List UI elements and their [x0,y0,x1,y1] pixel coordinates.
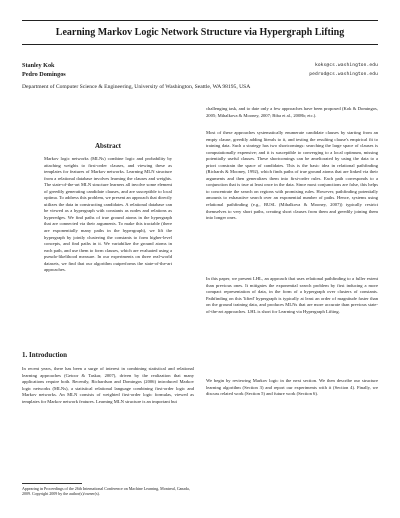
paper-title: Learning Markov Logic Network Structure via Hypergraph Lifting [55,27,345,38]
author-name: Stanley Kok [22,62,55,69]
right-paragraph-4: We begin by reviewing Markov logic in the next section. We then describe our structure learning algorithm (Section 3) and report our experiments with it (Section 4). Finally, we discuss related work (Section 5) and future work (Section 6). [206,378,378,397]
author-email: koks@cs.washington.edu [314,63,378,68]
abstract-text: Markov logic networks (MLNs) combine logic and probability by attaching weights to first-order clauses, and viewing these as templates for features of Markov networks. Learning MLN structure from a relational database involves learning the clauses and weights. The state-of-the-art MLN structure learners all involve some element of greedily generating candidate clauses, and are susceptible to local optima. To address this problem, we present an approach that directly utilizes the data in constructing candidates. A relational database can be viewed as a hypergraph with constants as nodes and relations as hyperedges. We find paths of true ground atoms in the hypergraph that are connected via their arguments. To make this tractable (there are exponentially many paths in the hypergraph), we lift the hypergraph by jointly clustering the constants to form higher-level concepts, and find paths in it. We variabilize the ground atoms in each path, and use them to form clauses, which are evaluated using a pseudo-likelihood measure. In our experiments on three real-world datasets, we find that our algorithm outperforms the state-of-the-art approaches. [44,156,172,273]
footnote: Appearing in Proceedings of the 26th International Conference on Machine Learning, Montreal, Canada, 2009. Copyright 2009 by the author(s)/owner(s). [22,486,190,497]
abstract-heading: Abstract [94,142,122,150]
title-bottom-rule [22,44,378,45]
author-email: pedrod@cs.washington.edu [309,72,378,77]
section-heading: 1. Introduction [22,351,67,359]
author-name: Pedro Domingos [22,71,66,78]
intro-paragraph: In recent years, there has been a surge of interest in combining statistical and relational learning approaches (Getoor & Taskar, 2007), driven by the realization that many applications require both. Recently, Richardson and Domingos (2006) introduced Markov logic networks (MLNs), a statistical relational language combining first-order logic and Markov networks. An MLN consists of weighted first-order logic formulas, viewed as templates for Markov network features. Learning MLN structure is an important but [22,366,194,404]
top-rule [22,20,378,21]
right-paragraph-3: In this paper, we present LHL, an approach that uses relational pathfinding to a fuller extent than previous ones. It mitigates the exponential search problem by first inducing a more compact representation of data, in the form of a hypergraph over clusters of constants. Pathfinding on this 'lifted' hypergraph is typically at least an order of magnitude faster than on the ground training data, and produces MLNs that are more accurate than previous state-of-the-art approaches. LHL is short for Learning via Hypergraph Lifting. [206,276,378,314]
right-paragraph-1: challenging task, and to date only a few approaches have been proposed (Kok & Domingos, 2005; Mihalkova & Mooney, 2007; Biba et al., 2008b; etc.). [206,106,378,118]
affiliation: Department of Computer Science & Engineering, University of Washington, Seattle, WA 98195, USA [22,84,251,90]
right-paragraph-2: Most of these approaches systematically enumerate candidate clauses by starting from an empty clause, greedily adding literals to it, and testing the resulting clause's empirical fit to training data. Such a strategy has two shortcomings: searching the large space of clauses is computationally expensive; and it is susceptible to converging to a local optimum, missing potentially useful clauses. These shortcomings can be ameliorated by using the data to a priori constrain the space of candidates. This is the basic idea in relational pathfinding (Richards & Mooney, 1992), which finds paths of true ground atoms that are linked via their arguments and then generalizes them into first-order rules. Each path corresponds to a conjunction that is true at least once in the data. Since most conjunctions are false, this helps to concentrate the search on regions with promising rules. However, pathfinding potentially amounts to exhaustive search over an exponential number of paths. Hence, systems using relational pathfinding (e.g., BUSL (Mihalkova & Mooney, 2007)) typically restrict themselves to very short paths, creating short clauses from them and greedily joining them into longer ones. [206,130,378,221]
footnote-rule [22,483,82,484]
